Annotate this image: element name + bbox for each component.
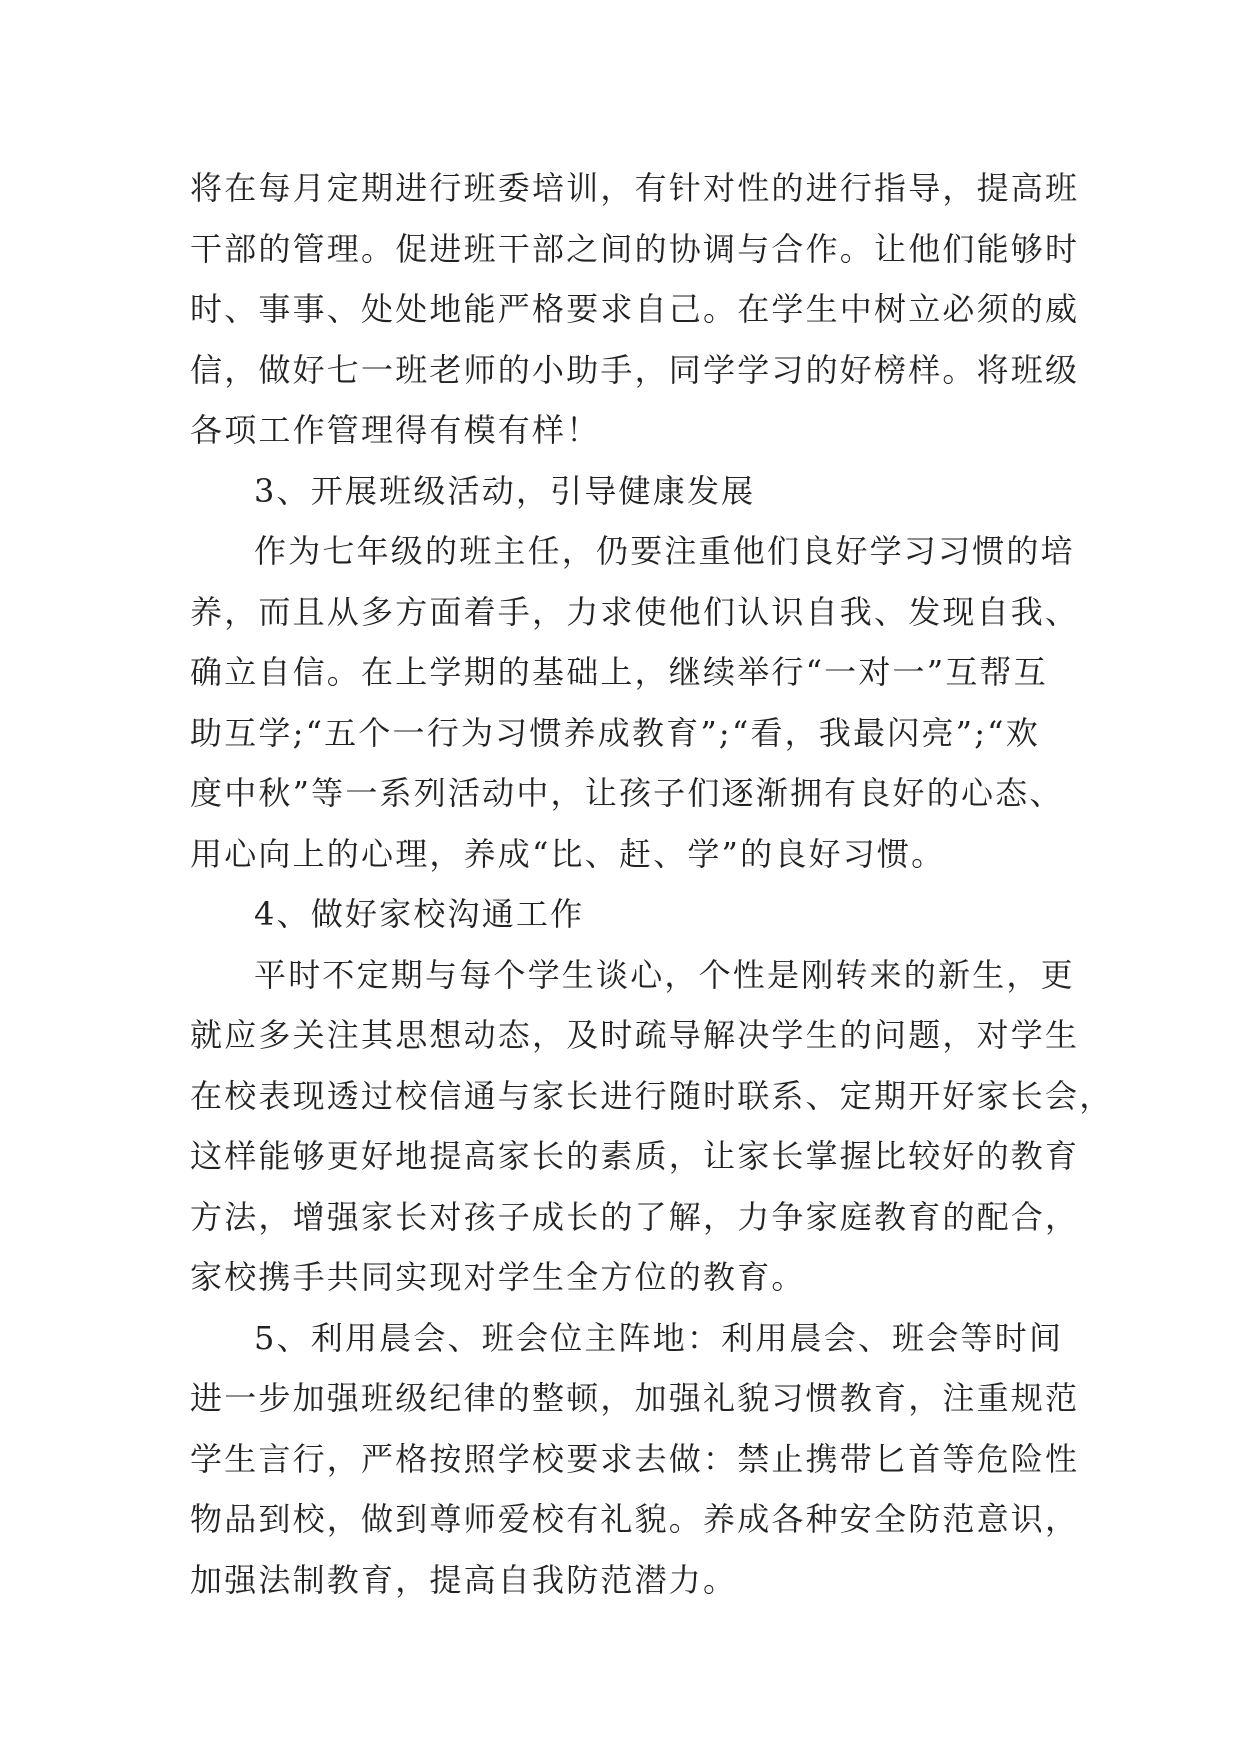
text-line: 学生言行，严格按照学校要求去做：禁止携带匕首等危险性 bbox=[190, 1439, 1080, 1478]
text-line: 进一步加强班级纪律的整顿，加强礼貌习惯教育，注重规范 bbox=[190, 1379, 1080, 1417]
text-line: 度中秋”等一系列活动中，让孩子们逐渐拥有良好的心态、 bbox=[190, 774, 1064, 812]
text-line: 5、利用晨会、班会位主阵地：利用晨会、班会等时间 bbox=[254, 1318, 1064, 1357]
text-line: 将在每月定期进行班委培训，有针对性的进行指导，提高班 bbox=[190, 169, 1080, 207]
text-line: 各项工作管理得有模有样！ bbox=[190, 411, 601, 449]
text-line: 方法，增强家长对孩子成长的了解，力争家庭教育的配合， bbox=[190, 1197, 1080, 1236]
text-line: 物品到校，做到尊师爱校有礼貌。养成各种安全防范意识， bbox=[190, 1500, 1080, 1538]
text-line: 信，做好七一班老师的小助手，同学学习的好榜样。将班级 bbox=[190, 350, 1080, 389]
text-line: 3、开展班级活动，引导健康发展 bbox=[254, 471, 756, 510]
document-body bbox=[190, 158, 1114, 1610]
text-line: 在校表现透过校信通与家长进行随时联系、定期开好家长会， bbox=[190, 1076, 1114, 1115]
text-line: 用心向上的心理，养成“比、赶、学”的良好习惯。 bbox=[190, 834, 946, 873]
text-line: 4、做好家校沟通工作 bbox=[254, 895, 585, 933]
text-line: 加强法制教育，提高自我防范潜力。 bbox=[190, 1560, 738, 1599]
text-line: 时、事事、处处地能严格要求自己。在学生中树立必须的威 bbox=[190, 290, 1080, 328]
text-line: 就应多关注其思想动态，及时疏导解决学生的问题，对学生 bbox=[190, 1016, 1080, 1054]
text-line: 确立自信。在上学期的基础上，继续举行“一对一”互帮互 bbox=[190, 653, 1048, 691]
text-line: 这样能够更好地提高家长的素质，让家长掌握比较好的教育 bbox=[190, 1137, 1080, 1175]
text-line: 干部的管理。促进班干部之间的协调与合作。让他们能够时 bbox=[190, 229, 1080, 268]
text-line: 家校携手共同实现对学生全方位的教育。 bbox=[190, 1258, 806, 1296]
text-line: 助互学;“五个一行为习惯养成教育”;“看，我最闪亮”;“欢 bbox=[190, 713, 1040, 752]
text-line: 作为七年级的班主任，仍要注重他们良好学习习惯的培 bbox=[254, 532, 1075, 570]
text-line: 养，而且从多方面着手，力求使他们认识自我、发现自我、 bbox=[190, 592, 1080, 631]
text-line: 平时不定期与每个学生谈心，个性是刚转来的新生，更 bbox=[254, 955, 1075, 994]
